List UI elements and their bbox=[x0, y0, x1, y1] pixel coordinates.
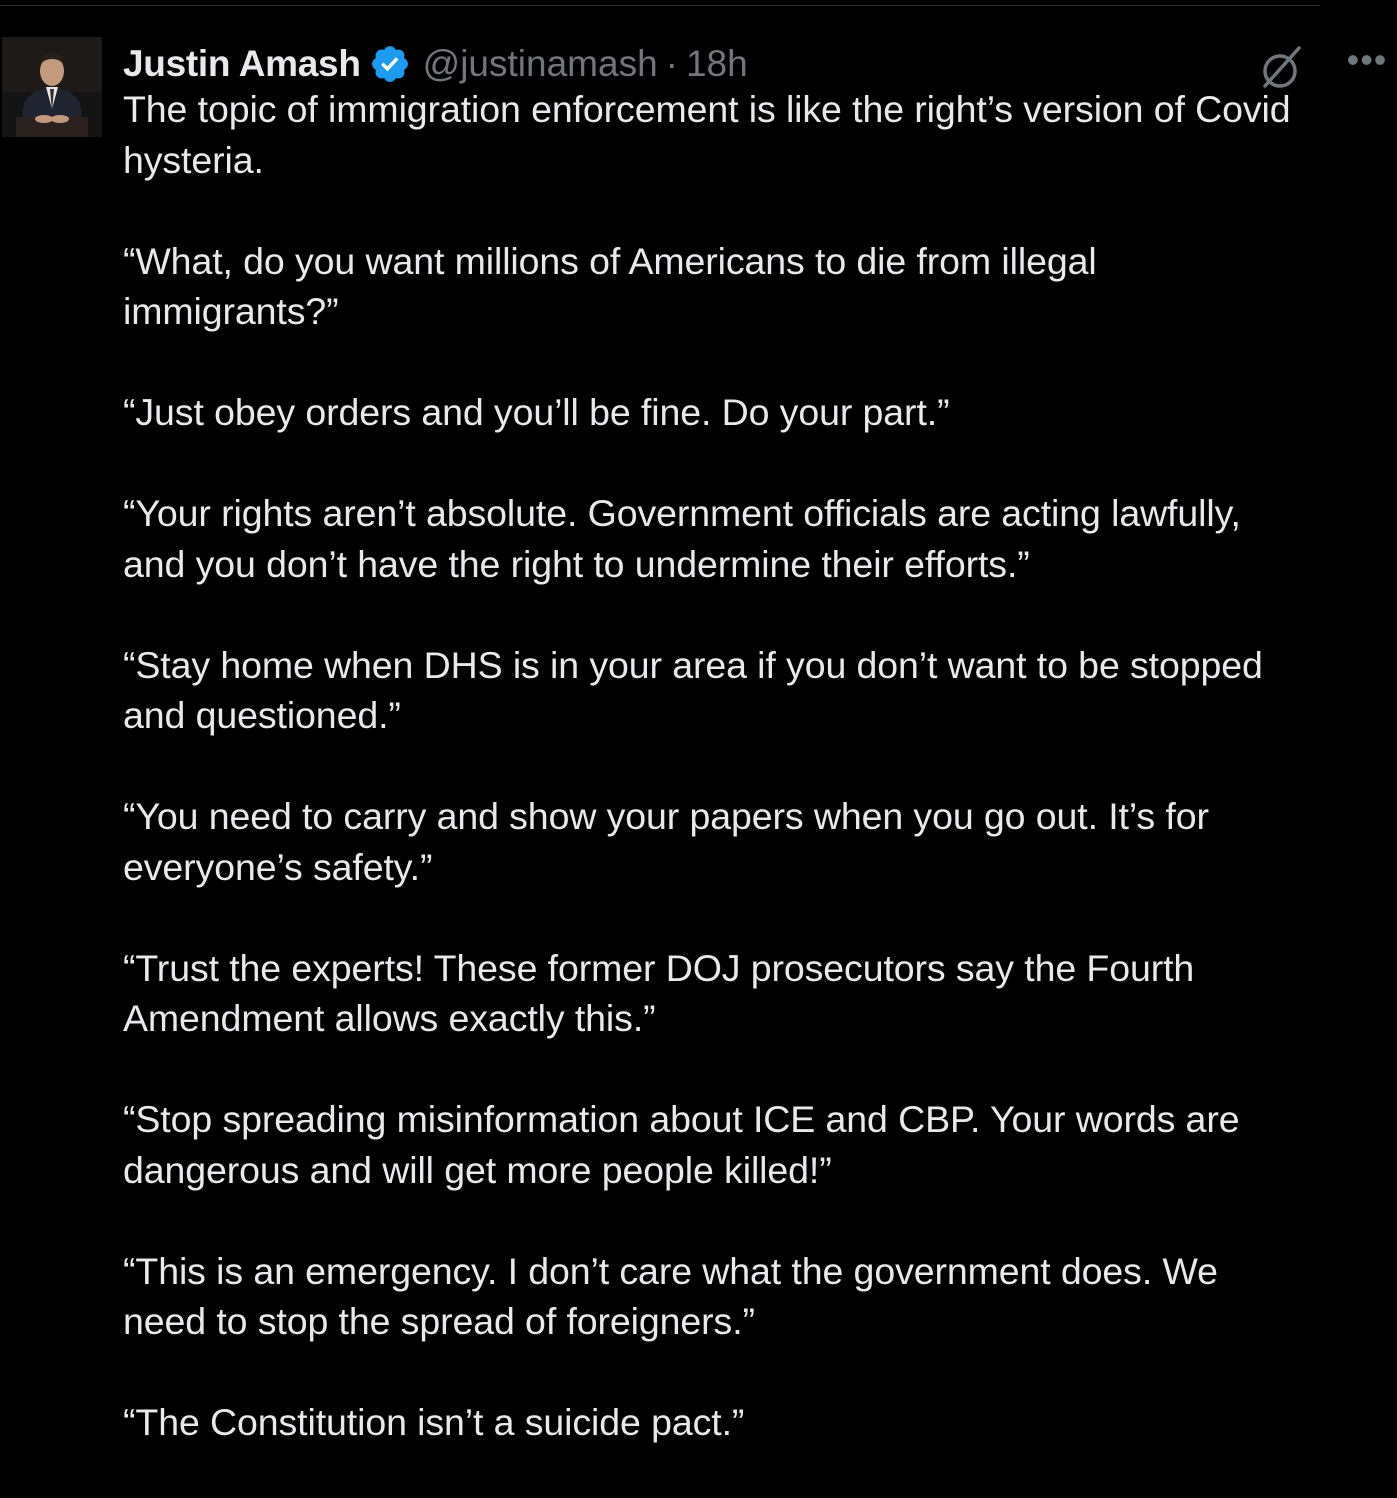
avatar[interactable] bbox=[2, 37, 102, 137]
tweet-paragraph: “Trust the experts! These former DOJ prosecutors say the Fourth Amendment allows exactly this.” bbox=[123, 946, 1195, 1039]
tweet-paragraph: “The Constitution isn’t a suicide pact.” bbox=[123, 1401, 745, 1443]
tweet-paragraph: “You need to carry and show your papers when you go out. It’s for everyone’s safety.” bbox=[123, 795, 1209, 888]
verified-badge-icon[interactable] bbox=[369, 43, 411, 85]
profile-photo bbox=[2, 37, 102, 137]
tweet-paragraph: The topic of immigration enforcement is like the right’s version of Covid hysteria. bbox=[123, 88, 1291, 181]
tweet-paragraph: “Just obey orders and you’ll be fine. Do your part.” bbox=[123, 391, 950, 433]
author-name[interactable]: Justin Amash bbox=[123, 43, 361, 84]
tweet-body bbox=[123, 84, 1293, 1448]
tweet-paragraph: “Your rights aren’t absolute. Government officials are acting lawfully, and you don’t have the right to undermine their efforts.” bbox=[123, 492, 1241, 585]
tweet-timestamp[interactable]: 18h bbox=[685, 43, 748, 84]
header-separator: · bbox=[665, 43, 678, 84]
tweet-header bbox=[123, 38, 1388, 90]
more-options-icon[interactable]: ••• bbox=[1346, 39, 1388, 80]
top-divider bbox=[0, 5, 1320, 6]
author-handle[interactable]: @justinamash bbox=[422, 43, 658, 84]
tweet-paragraph: “This is an emergency. I don’t care what the government does. We need to stop the spread of foreigners.” bbox=[123, 1249, 1218, 1342]
tweet-paragraph: “What, do you want millions of Americans to die from illegal immigrants?” bbox=[123, 239, 1097, 332]
grok-icon[interactable] bbox=[1255, 40, 1311, 96]
tweet-paragraph: “Stay home when DHS is in your area if you don’t want to be stopped and questioned.” bbox=[123, 643, 1263, 736]
tweet-paragraph: “Stop spreading misinformation about ICE and CBP. Your words are dangerous and will get more people killed!” bbox=[123, 1098, 1240, 1191]
tweet[interactable] bbox=[123, 38, 1388, 1498]
